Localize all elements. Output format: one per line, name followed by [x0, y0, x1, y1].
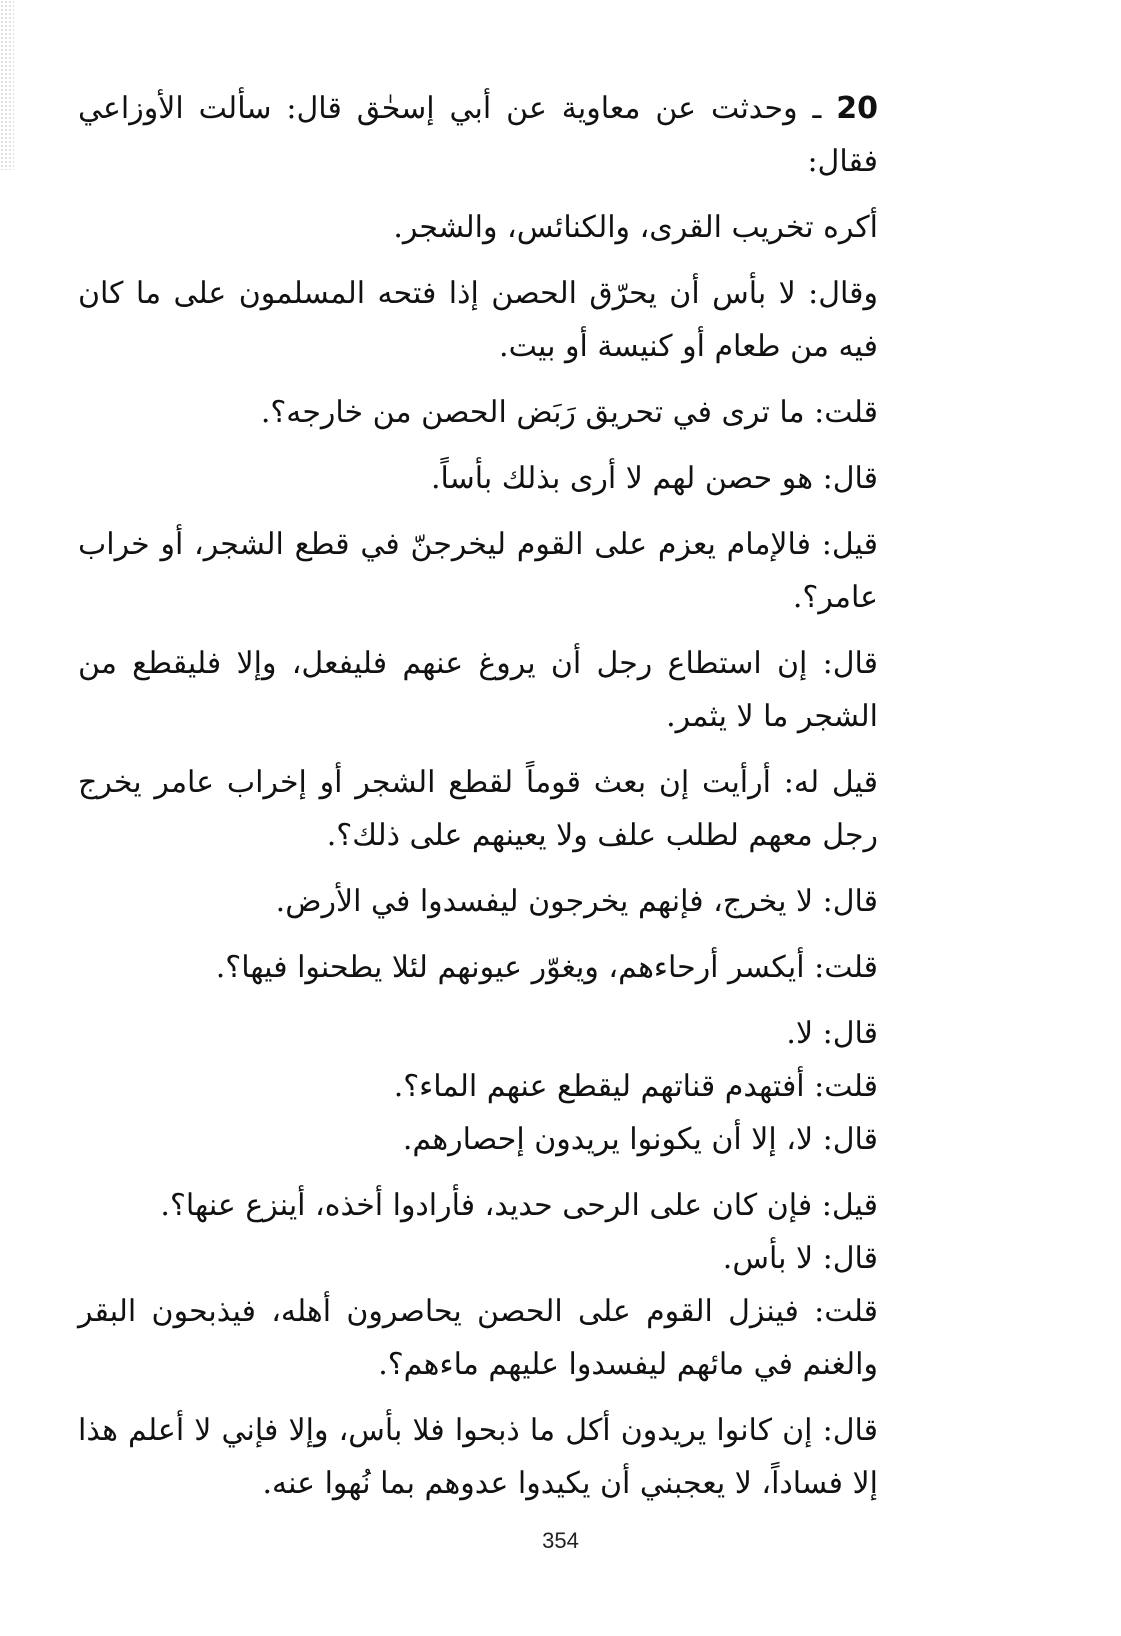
page-text-body [78, 82, 936, 1523]
paragraph: قلت: أيكسر أرحاءهم، ويغوّر عيونهم لئلا يطحنوا فيها؟. [215, 950, 878, 985]
paragraph: قال: إن كانوا يريدون أكل ما ذبحوا فلا بأس، وإلا فإني لا أعلم هذا إلا فساداً، لا يعجبني أن يكيدوا عدوهم بما نُهوا عنه. [78, 1413, 878, 1501]
paragraph: قال: لا. [786, 1016, 878, 1051]
paragraph: قال: لا بأس. [722, 1241, 878, 1276]
paragraph: أكره تخريب القرى، والكنائس، والشجر. [393, 210, 878, 245]
paragraph: قلت: فينزل القوم على الحصن يحاصرون أهله، فيذبحون البقر والغنم في مائهم ليفسدوا عليهم ماءهم؟. [78, 1294, 878, 1382]
paragraph: قال: لا، إلا أن يكونوا يريدون إحصارهم. [402, 1122, 878, 1157]
paragraph: قيل له: أرأيت إن بعث قوماً لقطع الشجر أو إخراب عامر يخرج رجل معهم لطلب علف ولا يعينهم على ذلك؟. [78, 765, 878, 853]
paragraph-20 [78, 82, 936, 188]
paragraph: قيل: فإن كان على الرحى حديد، فأرادوا أخذه، أينزع عنها؟. [160, 1188, 878, 1223]
paragraph: قال: إن استطاع رجل أن يروغ عنهم فليفعل، وإلا فليقطع من الشجر ما لا يثمر. [78, 646, 878, 734]
paragraph-text: ـ وحدثت عن معاوية عن أبي إسحٰق قال: سألت الأوزاعي فقال: [78, 91, 878, 179]
paragraph: قال: لا يخرج، فإنهم يخرجون ليفسدوا في الأرض. [275, 884, 878, 919]
paragraph: قال: هو حصن لهم لا أرى بذلك بأساً. [430, 461, 878, 496]
paragraph-number: 20 [836, 91, 878, 126]
paragraph: وقال: لا بأس أن يحرّق الحصن إذا فتحه المسلمون على ما كان فيه من طعام أو كنيسة أو بيت. [78, 276, 878, 364]
paragraph: قلت: ما ترى في تحريق رَبَض الحصن من خارجه؟. [260, 395, 878, 430]
paragraph: قلت: أفتهدم قناتهم ليقطع عنهم الماء؟. [393, 1069, 878, 1104]
page-number: 354 [542, 1528, 579, 1553]
paragraph: قيل: فالإمام يعزم على القوم ليخرجنّ في قطع الشجر، أو خراب عامر؟. [78, 527, 878, 615]
scan-edge-noise [0, 0, 14, 170]
